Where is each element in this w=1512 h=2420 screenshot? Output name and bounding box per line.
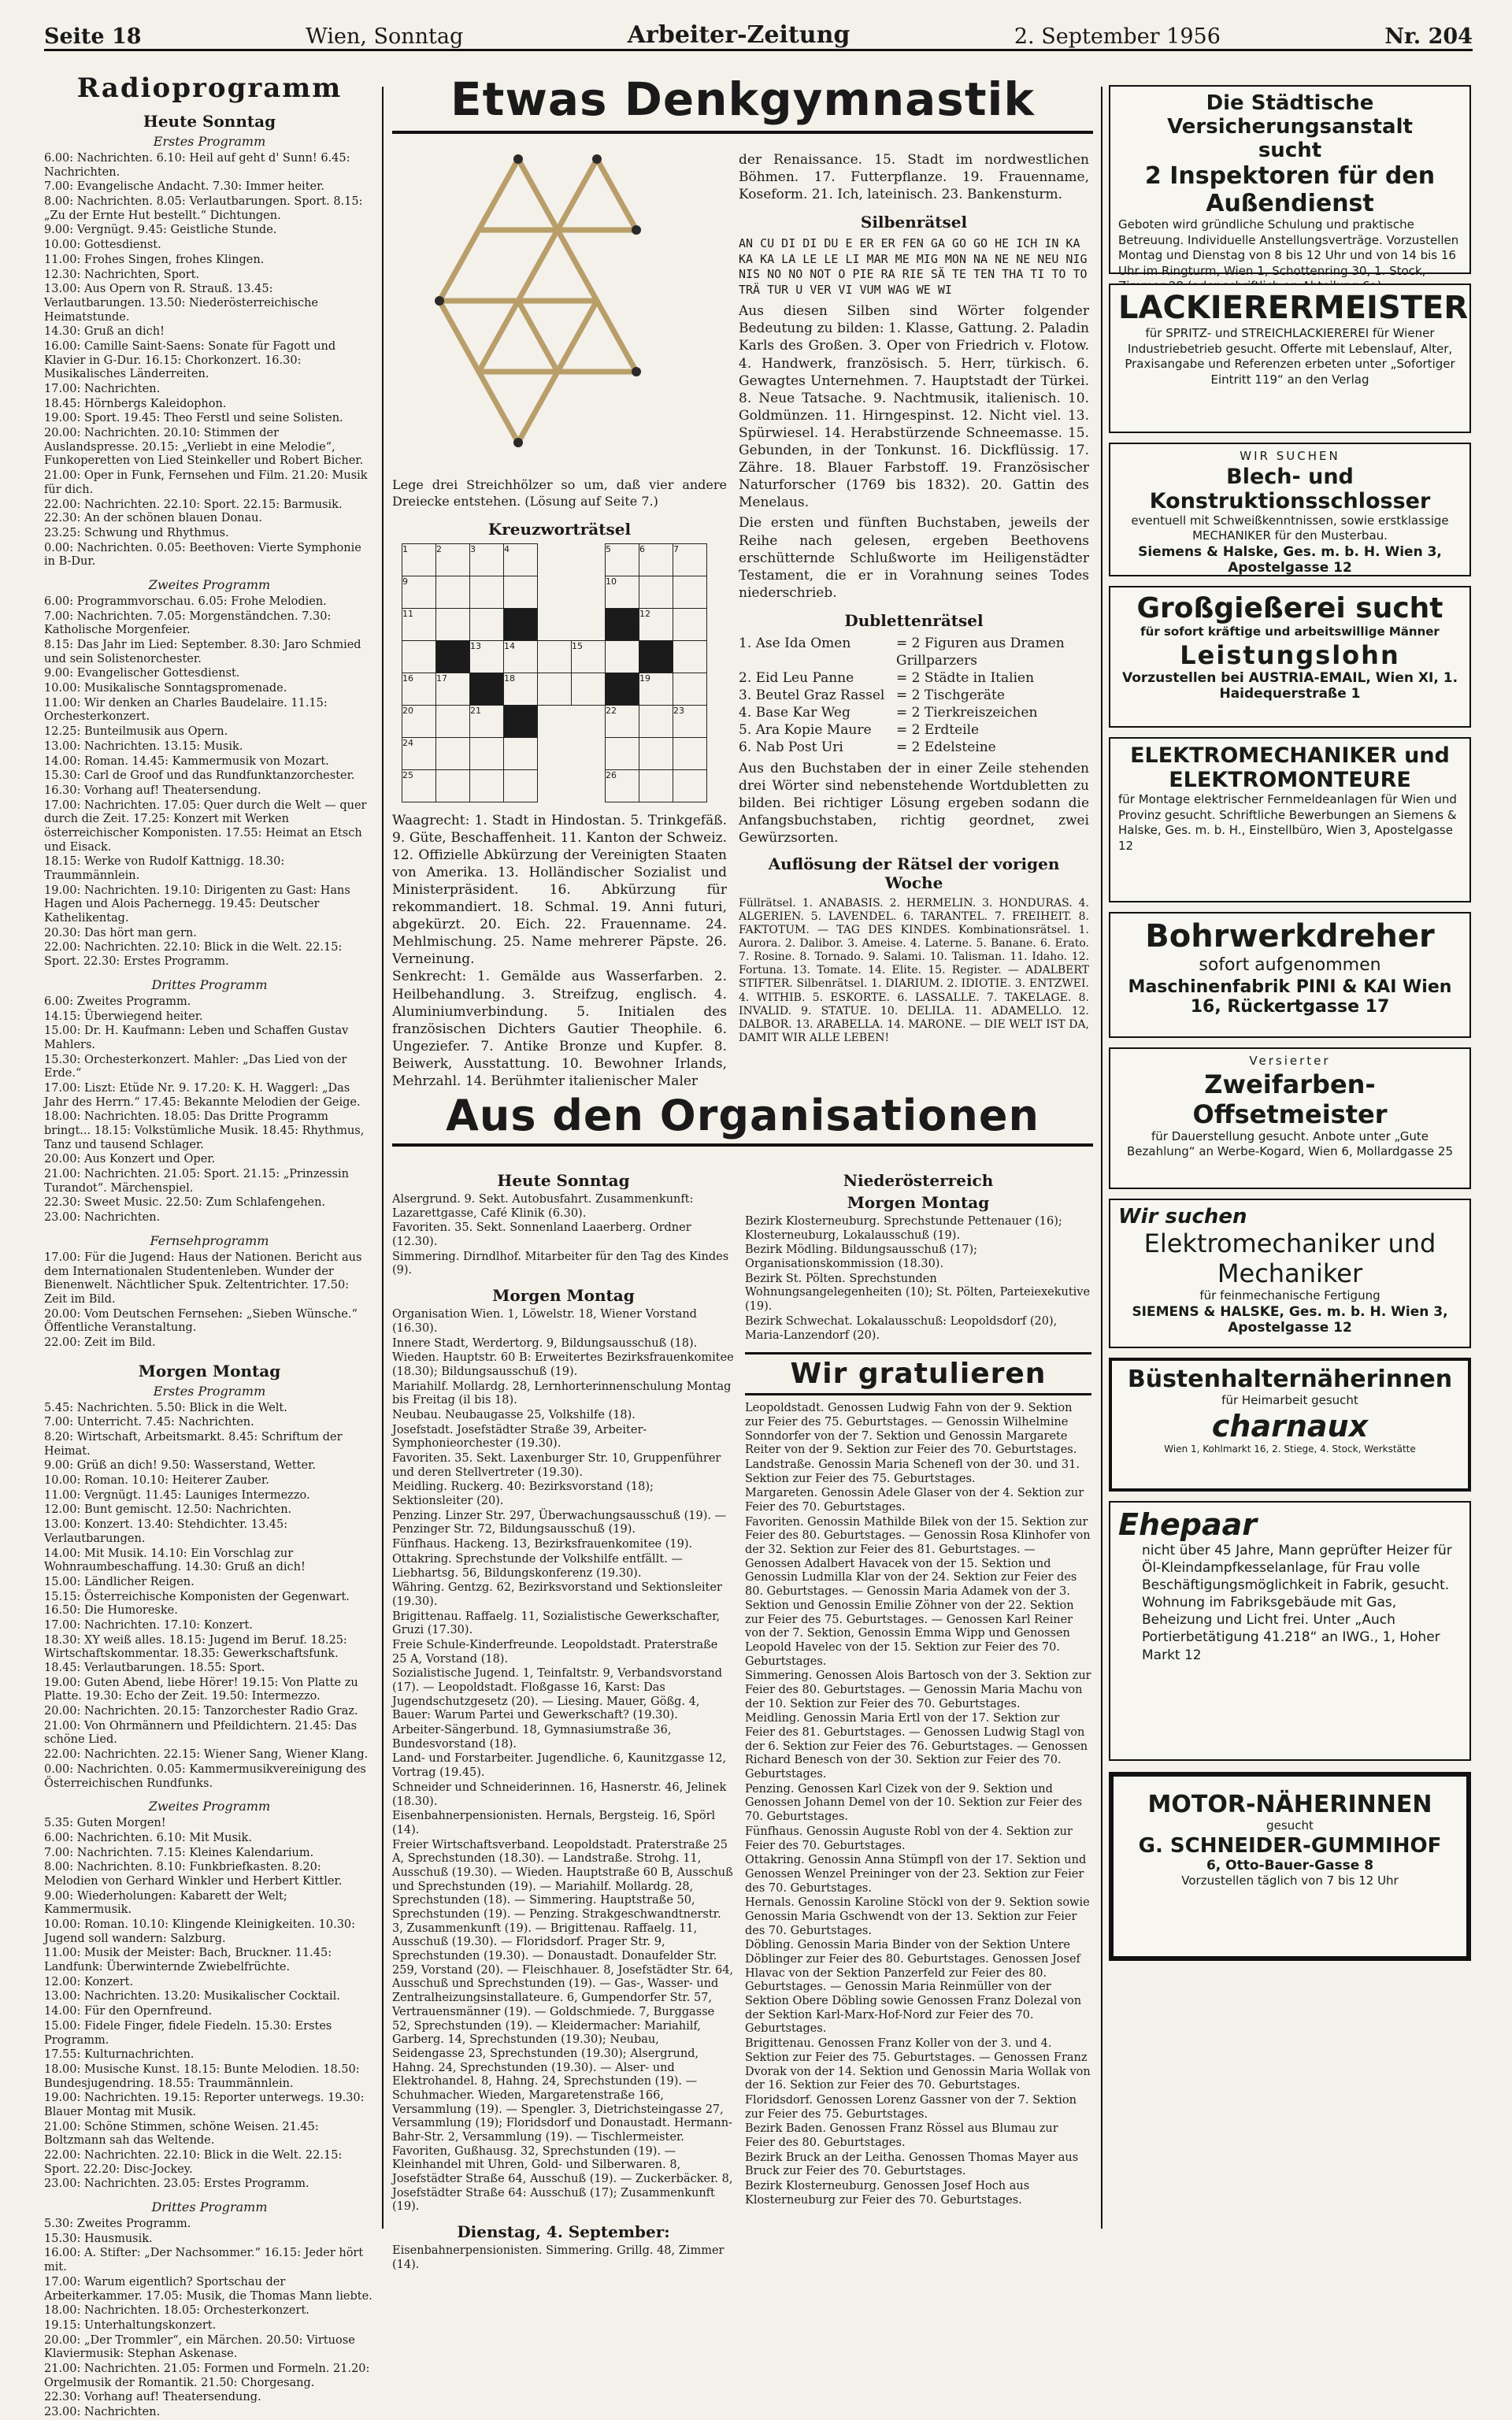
org-monday: Morgen Montag <box>492 1286 635 1306</box>
list-item: 14.00: Roman. 14.45: Kammermusik von Mozart. <box>44 754 329 768</box>
list-item: 9.00: Wiederholungen: Kabarett der Welt; Kammermusik. <box>44 1889 287 1917</box>
list-item: 8.15: Das Jahr im Lied: September. 8.30: Jaro Schmied und sein Solistenorchester. <box>44 639 361 665</box>
list-item: 15.30: Orchesterkonzert. Mahler: „Das Lied von der Erde.“ <box>44 1053 347 1080</box>
doublet-words: 1. Ase Ida Omen <box>739 635 851 651</box>
list-item: 12.30: Nachrichten, Sport. <box>44 268 200 281</box>
list-item: Eisenbahnerpensionisten. Hernals, Bergsteig. 16, Spörl (14). <box>392 1810 716 1836</box>
ad-subheadline: G. SCHNEIDER-GUMMIHOF <box>1138 1833 1442 1858</box>
list-item: Innere Stadt, Werdertorg. 9, Bildungsausschuß (18). <box>392 1336 698 1350</box>
radio-mon-program-2: Zweites Programm <box>148 1799 271 1814</box>
list-item: 5.30: Zweites Programm. <box>44 2218 191 2231</box>
list-item: Landstraße. Genossin Maria Schenefl von der 30. und 31. Sektion zur Feier des 75. Geburtstages. <box>745 1458 1080 1485</box>
column-rule <box>1101 87 1102 2229</box>
list-item: 13.00: Aus Opern von R. Strauß. 13.45: Verlautbarungen. 13.50: Niederösterreichische Heimatstunde. <box>44 283 318 324</box>
crossword-title: Kreuzworträtsel <box>487 519 632 539</box>
list-item: Leopoldstadt. Genossen Ludwig Fahn von der 9. Sektion zur Feier des 75. Geburtstages. — Genossin Wilhelmine Sonndorfer von der 7. Sektion und Genossin Margarete Reiter von der 9. Sektion zur Feier des 70. Geburtstages. <box>745 1402 1077 1457</box>
list-item: Fünfhaus. Genossin Auguste Robl von der 4. Sektion zur Feier des 70. Geburtstages. <box>745 1825 1073 1852</box>
column-rule <box>382 87 384 2229</box>
list-item: Meidling. Ruckerg. 40: Bezirksvorstand (18); Sektionsleiter (20). <box>392 1481 654 1508</box>
ad-text: sofort aufgenommen <box>1199 955 1381 975</box>
list-item: 17.55: Kulturnachrichten. <box>44 2048 195 2062</box>
noe-title: Niederösterreich <box>843 1171 994 1190</box>
radio-program-3: Drittes Programm <box>151 977 268 992</box>
list-item: 7.00: Nachrichten. 7.15: Kleines Kalendarium. <box>44 1846 314 1859</box>
ad-brand: charnaux <box>1211 1408 1369 1443</box>
list-item: 20.30: Das hört man gern. <box>44 926 197 939</box>
list-item: 21.00: Schöne Stimmen, schöne Weisen. 21.45: Boltzmann sah das Weltende. <box>44 2120 319 2148</box>
list-item: 20.00: Aus Konzert und Oper. <box>44 1153 216 1166</box>
ad-text: gesucht <box>1266 1818 1314 1833</box>
ad-headline: LACKIERERMEISTER <box>1118 290 1469 326</box>
puzzle-right-column <box>739 151 1089 1045</box>
ad-schlosser <box>1109 443 1471 576</box>
radio-tomorrow: Morgen Montag <box>138 1361 281 1380</box>
doublet-words: 5. Ara Kopie Maure <box>739 722 872 739</box>
list-item: 0.00: Nachrichten. 0.05: Kammermusikvereinigung des Österreichischen Rundfunks. <box>44 1762 366 1790</box>
list-item: 15.15: Österreichische Komponisten der Gegenwart. 16.50: Die Humoreske. <box>44 1590 350 1618</box>
ad-text: für Montage elektrischer Fernmeldeanlagen für Wien und Provinz gesucht. Schriftliche Bewerbungen an Siemens & Halske, Ges. m. b. H., Einstellbüro, Wien 3, Apostelgasse 12 <box>1118 792 1457 853</box>
ad-headline: ELEKTROMECHANIKER und ELEKTROMONTEURE <box>1130 743 1450 792</box>
doublet-instructions: Aus den Buchstaben der in einer Zeile stehenden drei Wörter sind nebenstehende Wortdubletten zu bilden. Bei richtiger Lösung ergeben sodann die Anfangsbuchstaben, richtig geordnet, zwei Gewürzsorten. <box>739 760 1089 846</box>
ad-versicherung <box>1109 85 1471 278</box>
silben-syllables: AN CU DI DI DU E ER ER FEN GA GO GO HE ICH IN KA KA KA LA LE LE LI MAR ME MIG MON NA NE NE NEU NIG NIS NO NO NOT O PIE RA RIE SÄ TE TEN THA TI TO TO TRÄ TUR U VER VI VUM WAG WE WI <box>739 236 1088 297</box>
list-item: 15.30: Carl de Groof und das Rundfunktanzorchester. <box>44 769 355 783</box>
noe-list <box>745 1215 1091 1343</box>
list-item: 5.35: Guten Morgen! <box>44 1817 166 1830</box>
list-item: Ottakring. Sprechstunde der Volkshilfe entfällt. — Liebhartsg. 56, Bildungskonferenz (19.30). <box>392 1552 683 1580</box>
list-item: Währing. Gentzg. 62, Bezirksvorstand und Sektionsleiter (19.30). <box>392 1581 722 1608</box>
ad-elektromechaniker <box>1109 737 1471 902</box>
list-item: 17.00: Nachrichten. <box>44 383 161 395</box>
list-item: 15.30: Hausmusik. <box>44 2232 153 2245</box>
list-item: Margareten. Genossin Adele Glaser von der 4. Sektion zur Feier des 70. Geburtstages. <box>745 1487 1084 1514</box>
doublet-row <box>739 739 1089 756</box>
doublet-answer-hint: = 2 Tischgeräte <box>896 687 1005 704</box>
list-item: Simmering. Genossen Alois Bartosch von der 3. Sektion zur Feier des 80. Geburtstages. — Genossin Maria Machu von der 10. Sektion zur Feier des 70. Geburtstages. <box>745 1670 1091 1710</box>
list-item: 23.25: Schwung und Rhythmus. <box>44 526 229 539</box>
list-item: Brigittenau. Genossen Franz Koller von der 3. und 4. Sektion zur Feier des 75. Geburtstages. — Genossen Franz Dvorak von der 14. Sektion und Genossin Maria Wollak von der 16. Sektion zur Feier des 70. Geburtstages. <box>745 2037 1091 2092</box>
ad-offsetmeister <box>1109 1047 1471 1189</box>
list-item: 19.00: Guten Abend, liebe Hörer! 19.15: Von Platte zu Platte. 19.30: Echo der Zeit. 19.50: Intermezzo. <box>44 1676 358 1703</box>
list-item: 12.00: Bunt gemischt. 12.50: Nachrichten. <box>44 1503 292 1517</box>
puzzle-left-column <box>392 143 727 1090</box>
ad-headline: Wir suchen <box>1118 1205 1247 1229</box>
ad-address: Vorzustellen bei AUSTRIA-EMAIL, Wien XI, 1. Haidequerstraße 1 <box>1121 669 1458 702</box>
list-item: Döbling. Genossin Maria Binder von der Sektion Untere Döblinger zur Feier des 80. Geburtstages. Genossen Josef Hlavac von der Sektion Panzerfeld zur Feier des 80. Geburtstages. — Genossin Maria Reinmüller von der Sektion Obere Döbling sowie Genossen Franz Dolezal von der Sektion Karl-Marx-Hof-Nord zur Feier des 70. Geburtstages. <box>745 1939 1082 2036</box>
radio-mon-list-2 <box>44 1817 375 2192</box>
radio-program-1: Erstes Programm <box>153 134 266 149</box>
list-item: 21.00: Nachrichten. 21.05: Sport. 21.15: „Prinzessin Turandot“. Märchenspiel. <box>44 1168 349 1195</box>
list-item: 15.00: Dr. H. Kaufmann: Leben und Schaffen Gustav Mahlers. <box>44 1025 349 1051</box>
ad-siemens <box>1109 1199 1471 1348</box>
list-item: 17.00: Warum eigentlich? Sportschau der Arbeiterkammer. 17.05: Musik, die Thomas Mann liebte. <box>44 2275 372 2303</box>
list-item: 13.00: Nachrichten. 13.15: Musik. <box>44 739 243 753</box>
crossword-down-continued: der Renaissance. 15. Stadt im nordwestlichen Böhmen. 17. Futterpflanze. 19. Frauenname, Koseform. 21. Ich, lateinisch. 23. Bankensturm. <box>739 152 1089 203</box>
list-item: 8.00: Nachrichten. 8.05: Verlautbarungen. Sport. 8.15: „Zu der Ernte Hut bestellt.“ Dichtungen. <box>44 195 363 222</box>
doublet-row <box>739 687 1089 704</box>
list-item: Sozialistische Jugend. 1, Teinfaltstr. 9, Verbandsvorstand (17). — Leopoldstadt. Floßgasse 16, Karst: Das Jugendschutzgesetz (20). — Liesing. Mauer, Gößg. 4, Bauer: Warum Partei und Gewerkschaft? (19.30). <box>392 1667 723 1722</box>
doublet-row <box>739 635 1089 669</box>
ad-text: nicht über 45 Jahre, Mann geprüfter Heizer für Öl-Kleindampfkesselanlage, für Frau volle Beschäftigungsmöglichkeit in Fabrik, gesucht. Wohnung im Fabriksgebäude mit Gas, Beheizung und Licht frei. Unter „Auch Portierbetätigung 41.218“ an IWG., 1, Hoher Markt 12 <box>1142 1543 1452 1663</box>
list-item: 22.30: Sweet Music. 22.50: Zum Schlafengehen. <box>44 1196 326 1210</box>
list-item: 17.00: Liszt: Etüde Nr. 9. 17.20: K. H. Waggerl: „Das Jahr des Herrn.“ 17.45: Bekannte Melodien der Geige. <box>44 1081 361 1109</box>
list-item: 10.00: Roman. 10.10: Klingende Kleinigkeiten. 10.30: Jugend soll wandern: Salzburg. <box>44 1918 356 1945</box>
list-item: Favoriten. 35. Sekt. Sonnenland Laaerberg. Ordner (12.30). <box>392 1221 691 1249</box>
list-item: 15.00: Fidele Finger, fidele Fiedeln. 15.30: Erstes Programm. <box>44 2019 332 2047</box>
list-item: Eisenbahnerpensionisten. Simmering. Grillg. 48, Zimmer (14). <box>392 2244 724 2271</box>
doublet-row <box>739 704 1089 721</box>
list-item: Bezirk Schwechat. Lokalausschuß: Leopoldsdorf (20), Maria-Lanzendorf (20). <box>745 1314 1058 1342</box>
ad-subheadline: Leistungslohn <box>1180 639 1400 670</box>
radio-list-1 <box>44 152 375 569</box>
org-tuesday: Dienstag, 4. September: <box>457 2222 670 2242</box>
list-item: 18.00: Nachrichten. 18.05: Das Dritte Programm bringt... 18.15: Volkstümliche Musik. 18.45: Rhythmus, Tanz und tausend Schlager. <box>44 1110 365 1151</box>
ad-headline: Büstenhalternäherinnen <box>1127 1366 1453 1393</box>
list-item: Simmering. Dirndlhof. Mitarbeiter für den Tag des Kindes (9). <box>392 1250 729 1277</box>
list-item: 23.00: Nachrichten. 23.05: Erstes Programm. <box>44 2177 309 2191</box>
list-item: Meidling. Genossin Maria Ertl von der 17. Sektion zur Feier des 81. Geburtstages. — Genossen Ludwig Stagl von der 6. Sektion zur Feier des 76. Geburtstages. — Genossen Richard Benesch von der 30. Sektion zur Feier des 70. Geburtstages. <box>745 1712 1088 1781</box>
crossword-grid: 1 2 3 4 5 6 7 9 10 11 12 13 14 15 16 17 18 19 20 21 22 23 24 25 26 <box>402 543 707 802</box>
header-issue: Nr. 204 <box>1384 24 1473 49</box>
list-item: Bezirk Klosterneuburg. Sprechstunde Pettenauer (16); Klosterneuburg, Lokalausschuß (19). <box>745 1215 1062 1242</box>
list-item: Freier Wirtschaftsverband. Leopoldstadt. Praterstraße 25 A, Sprechstunden (18.30). — Landstraße. Strohg. 11, Ausschuß (19.30). — Wieden. Hauptstraße 60 B, Ausschuß und Sprechstunden (19). — Mariahilf. Mollardg. 28, Sprechstunden (18). — Simmering. Hauptstraße 50, Sprechstunden (19). — Penzing. Strakgeschwandtnerstr. 3, Zusammenkunft (19). — Brigittenau. Raffaelg. 11, Ausschuß (19.30). — Floridsdorf. Prager Str. 9, Sprechstunden (19.30). — Donaustadt. Donaufelder Str. 259, Vorstand (20). — Fleischhauer. 8, Josefstädter Str. 64, Ausschuß und Sprechstunden (19). — Gas-, Wasser- und Zentralheizungsinstallateure. 6, Gumpendorfer Str. 57, Vertrauensmänner (19). — Goldschmiede. 7, Burggasse 52, Sprechstunden (19). — Kleidermacher: Mariahilf, Garberg. 14, Sprechstunden (19.30); Neubau, Seidengasse 23, Sprechstunden (19.30); Alsergrund, Hahng. 24, Sprechstunden (19.30). — Alser- und Elektrohandel. 8, Hahng. 24, Sprechstunden (19). — Schuhmacher. Wieden, Margaretenstraße 166, Versammlung (19). — Spengler. 3, Dietrichsteingasse 27, Versammlung (19); Floridsdorf und Donaustadt. Hermann-Bahr-Str. 2, Versammlung (19). — Tischlermeister. Favoriten, Gußhausg. 32, Sprechstunden (19). — Kleinhandel mit Uhren, Gold- und Silberwaren. 8, Josefstädter Straße 64, Ausschuß (19). — Zuckerbäcker. 8, Josefstädter Straße 64: Ausschuß (17); Zusammenkunft (19). <box>392 1838 734 2214</box>
list-item: 19.00: Sport. 19.45: Theo Ferstl und seine Solisten. <box>44 412 343 425</box>
silben-clues: Aus diesen Silben sind Wörter folgender Bedeutung zu bilden: 1. Klasse, Gattung. 2. Paladin Karls des Großen. 3. Oper von Friedrich v. Flotow. 4. Handwerk, französisch. 5. Herr, türkisch. 6. Gewagtes Unternehmen. 7. Hauptstadt der Türkei. 8. Neue Tatsache. 9. Nachtmusik, italienisch. 10. Goldmünzen. 11. Hirngespinst. 12. Nicht viel. 13. Spürwiesel. 14. Herabstürzende Schneemasse. 15. Gebunden, in der Tonkunst. 16. Dickflüssig. 17. Zähre. 18. Blauer Farbstoff. 19. Französischer Naturforscher (1769 bis 1832). 20. Gattin des Menelaus. <box>739 303 1089 511</box>
crossword-across: Waagrecht: 1. Stadt in Hindostan. 5. Trinkgefäß. 9. Güte, Beschaffenheit. 11. Kanton der Schweiz. 12. Offizielle Abkürzung der Vereinigten Staaten von Amerika. 13. Holländischer Sozialist und Ministerpräsident. 16. Abkürzung für rekommandiert. 18. Schmal. 19. Anni futuri, abgekürzt. 20. Eich. 22. Frauenname. 24. Mehlmischung. 25. Name mehrerer Päpste. 26. Verneinung. <box>392 812 727 968</box>
list-item: 17.00: Für die Jugend: Haus der Nationen. Bericht aus dem Internationalen Studentenleben. Wunder der Bienenwelt. Nächtlicher Spuk. Zeltentrichter. 17.50: Zeit im Bild. <box>44 1251 362 1306</box>
page-header <box>44 14 1473 51</box>
header-date: 2. September 1956 <box>1014 24 1221 49</box>
doublet-words: 6. Nab Post Uri <box>739 739 843 756</box>
list-item: 15.00: Ländlicher Reigen. <box>44 1575 195 1588</box>
noe-monday: Morgen Montag <box>847 1193 990 1212</box>
list-item: 21.00: Nachrichten. 21.05: Formen und Formeln. 21.20: Orgelmusik der Romantik. 21.50: Chorgesang. <box>44 2362 370 2389</box>
ad-address: 6, Otto-Bauer-Gasse 8 <box>1206 1857 1374 1873</box>
doublet-words: 3. Beutel Graz Rassel <box>739 687 885 704</box>
list-item: 19.00: Nachrichten. 19.15: Reporter unterwegs. 19.30: Blauer Montag mit Musik. <box>44 2092 365 2118</box>
list-item: 17.00: Nachrichten. 17.05: Quer durch die Welt — quer durch die Zeit. 17.25: Konzert mit Werken österreichischer Komponisten. 17.55: Heimat an Etsch und Eisack. <box>44 799 367 854</box>
list-item: 6.00: Programmvorschau. 6.05: Frohe Melodien. <box>44 595 327 608</box>
ad-subheadline: Elektromechaniker und Mechaniker <box>1143 1229 1436 1288</box>
list-item: 22.00: Zeit im Bild. <box>44 1336 156 1349</box>
ad-address: Siemens & Halske, Ges. m. b. H. Wien 3, Apostelgasse 12 <box>1138 543 1442 576</box>
list-item: Wieden. Hauptstr. 60 B: Erweitertes Bezirksfrauenkomitee (18.30); Bildungsausschuß (19). <box>392 1351 734 1378</box>
list-item: Josefstadt. Josefstädter Straße 39, Arbeiter-Symphonieorchester (19.30). <box>392 1423 647 1451</box>
ad-headline: Versierter <box>1249 1054 1331 1068</box>
list-item: 20.00: Vom Deutschen Fernsehen: „Sieben Wünsche.“ Öffentliche Veranstaltung. <box>44 1307 358 1335</box>
list-item: 21.00: Oper in Funk, Fernsehen und Film. 21.20: Musik für dich. <box>44 469 368 496</box>
radio-mon-program-1: Erstes Programm <box>153 1383 266 1399</box>
doublet-words: 4. Base Kar Weg <box>739 705 850 721</box>
list-item: 14.15: Überwiegend heiter. <box>44 1010 203 1023</box>
org-today: Heute Sonntag <box>497 1171 630 1190</box>
list-item: 22.00: Nachrichten. 22.10: Blick in die Welt. 22.15: Sport. 22.30: Erstes Programm. <box>44 941 343 969</box>
solution-text: Füllrätsel. 1. ANABASIS. 2. HERMELIN. 3. HONDURAS. 4. ALGERIEN. 5. LAVENDEL. 6. TARANTEL. 7. FREIHEIT. 8. FAKTOTUM. — TAG DES KINDES. Kombinationsrätsel. 1. Aurora. 2. Dalibor. 3. Ameise. 4. Laterne. 5. Banane. 6. Erato. 7. Rosine. 8. Tornado. 9. Salami. 10. Talisman. 11. Idaho. 12. Fortuna. 13. Tomate. 14. Elite. 15. Register. — ADALBERT STIFTER. Silbenrätsel. 1. DIARIUM. 2. IDIOTIE. 3. ENTZWEI. 4. WITHIB. 5. ESKORTE. 6. LASSALLE. 7. TAKELAGE. 8. INVALID. 9. STATUE. 10. DELILA. 11. ADAMELLO. 12. DALBOR. 13. ARABELLA. 14. MARONE. — DIE WELT IST DA, DAMIT WIR ALLE LEBEN! <box>739 897 1089 1044</box>
doublet-answer-hint: = 2 Tierkreiszeichen <box>896 705 1038 721</box>
ad-motor-naeherinnen <box>1109 1772 1471 1961</box>
list-item: 12.25: Bunteilmusik aus Opern. <box>44 725 228 739</box>
puzzle-section <box>392 72 1093 1088</box>
ad-headline: Großgießerei sucht <box>1136 592 1443 624</box>
list-item: 6.00: Nachrichten. 6.10: Heil auf geht d' Sunn! 6.45: Nachrichten. <box>44 152 350 179</box>
list-item: 18.00: Nachrichten. 18.05: Orchesterkonzert. <box>44 2304 309 2318</box>
radio-list-2 <box>44 595 375 969</box>
list-item: 14.00: Mit Musik. 14.10: Ein Vorschlag zur Wohnraumbeschaffung. 14.30: Gruß an dich! <box>44 1547 306 1574</box>
ad-headline: WIR SUCHEN <box>1240 449 1340 463</box>
doublet-words: 2. Eid Leu Panne <box>739 670 854 687</box>
list-item: Bezirk Bruck an der Leitha. Genossen Thomas Mayer aus Bruck zur Feier des 70. Geburtstages. <box>745 2151 1079 2178</box>
ad-text: eventuell mit Schweißkenntnissen, sowie erstklassige MECHANIKER für den Musterbau. <box>1131 513 1449 543</box>
list-item: 22.00: Nachrichten. 22.10: Blick in die Welt. 22.15: Sport. 22.20: Disc-Jockey. <box>44 2149 343 2176</box>
list-item: Hernals. Genossin Karoline Stöckl von der 9. Sektion sowie Genossin Maria Gschwendt von der 13. Sektion zur Feier des 70. Geburtstages. <box>745 1896 1090 1937</box>
list-item: 23.00: Nachrichten. <box>44 2406 161 2418</box>
list-item: 10.00: Gottesdienst. <box>44 239 161 252</box>
list-item: Arbeiter-Sängerbund. 18, Gymnasiumstraße 36, Bundesvorstand (18). <box>392 1724 672 1751</box>
ad-address: Maschinenfabrik PINI & KAI Wien 16, Rückertgasse 17 <box>1128 977 1452 1017</box>
list-item: 13.00: Nachrichten. 13.20: Musikalischer Cocktail. <box>44 1990 340 2003</box>
org-today-list <box>392 1193 735 1278</box>
matchstick-figure <box>392 143 727 474</box>
radio-mon-list-3 <box>44 2218 375 2420</box>
ad-headline: Ehepaar <box>1118 1507 1258 1542</box>
ad-subheadline: Zweifarben-Offsetmeister <box>1192 1069 1388 1129</box>
list-item: Schneider und Schneiderinnen. 16, Hasnerstr. 46, Jelinek (18.30). <box>392 1781 727 1808</box>
list-item: 20.00: „Der Trommler“, ein Märchen. 20.50: Virtuose Klaviermusik: Stephan Askenase. <box>44 2333 355 2361</box>
list-item: 7.00: Unterricht. 7.45: Nachrichten. <box>44 1416 254 1429</box>
organisations-title: Aus den Organisationen <box>392 1091 1093 1147</box>
header-paper-title: Arbeiter-Zeitung <box>627 21 850 49</box>
list-item: Bezirk Klosterneuburg. Genossen Josef Hoch aus Klosterneuburg zur Feier des 70. Geburtstages. <box>745 2180 1030 2207</box>
doublet-answer-hint: = 2 Figuren aus Dramen Grillparzers <box>896 635 1065 669</box>
list-item: Favoriten. Genossin Mathilde Bilek von der 15. Sektion zur Feier des 80. Geburtstages. — Genossin Rosa Klinhofer von der 32. Sektion zur Feier des 81. Geburtstages. — Genossen Adalbert Havacek von der 15. Sektion und Genossin Ludmilla Klar von der 24. Sektion zur Feier des 80. Geburtstages. — Genossin Maria Adamek von der 3. Sektion und Genossin Emilie Zöhner von der 22. Sektion zur Feier des 75. Geburtstages. — Genossen Karl Reiner von der 7. Sektion, Genossin Emma Wipp und Genossen Leopold Havelec von der 15. Sektion zur Feier des 70. Geburtstages. <box>745 1515 1091 1668</box>
ad-text: für SPRITZ- und STREICHLACKIEREREI für Wiener Industriebetrieb gesucht. Offerte mit Lebenslauf, Alter, Praxisangabe und Referenzen erbeten unter „Sofortiger Eintritt 119“ an den Verlag <box>1125 326 1455 387</box>
list-item: Alsergrund. 9. Sekt. Autobusfahrt. Zusammenkunft: Lazarettgasse, Café Klinik (6.30). <box>392 1193 694 1220</box>
list-item: 14.00: Für den Opernfreund. <box>44 2005 213 2018</box>
list-item: 6.00: Nachrichten. 6.10: Mit Musik. <box>44 1831 252 1844</box>
list-item: 21.00: Von Ohrmännern und Pfeildichtern. 21.45: Das schöne Lied. <box>44 1719 358 1747</box>
ad-address: Wien 1, Kohlmarkt 16, 2. Stiege, 4. Stock, Werkstätte <box>1164 1443 1416 1455</box>
puzzle-title: Etwas Denkgymnastik <box>392 72 1093 134</box>
list-item: 22.00: Nachrichten. 22.10: Sport. 22.15: Barmusik. 22.30: An der schönen blauen Donau. <box>44 498 343 525</box>
list-item: Bezirk Baden. Genossen Franz Rössel aus Blumau zur Feier des 80. Geburtstages. <box>745 2122 1058 2149</box>
list-item: 19.15: Unterhaltungskonzert. <box>44 2318 217 2332</box>
list-item: 20.00: Nachrichten. 20.10: Stimmen der Auslandspresse. 20.15: „Verliebt in eine Melodie“, Funkoperetten von Lied Steinkeller und Robert Bicher. <box>44 427 364 468</box>
list-item: 10.00: Roman. 10.10: Heiterer Zauber. <box>44 1474 269 1488</box>
ad-text: für Heimarbeit gesucht <box>1221 1393 1358 1407</box>
list-item: 17.00: Nachrichten. 17.10: Konzert. <box>44 1618 253 1632</box>
ad-headline: MOTOR-NÄHERINNEN <box>1147 1791 1432 1818</box>
ad-headline: Die Städtische Versicherungsanstalt <box>1167 91 1413 139</box>
list-item: 13.00: Konzert. 13.40: Stehdichter. 13.45: Verlautbarungen. <box>44 1518 288 1545</box>
list-item: Brigittenau. Raffaelg. 11, Sozialistische Gewerkschafter, Gruzi (17.30). <box>392 1610 721 1637</box>
doublet-answer-hint: = 2 Edelsteine <box>896 739 996 756</box>
list-item: 20.00: Nachrichten. 20.15: Tanzorchester Radio Graz. <box>44 1705 358 1718</box>
tv-program-title: Fernsehprogramm <box>150 1232 269 1248</box>
radio-column <box>44 72 375 2418</box>
list-item: Penzing. Genossen Karl Cizek von der 9. Sektion und Genossen Johann Demel von der 10. Sektion zur Feier des 70. Geburtstages. <box>745 1782 1083 1824</box>
list-item: 9.00: Grüß an dich! 9.50: Wasserstand, Wetter. <box>44 1459 317 1473</box>
org-right-column <box>745 1163 1091 2208</box>
ad-lackierermeister <box>1109 284 1471 433</box>
list-item: Mariahilf. Mollardg. 28, Lernhorterinnenschulung Montag bis Freitag (il bis 18). <box>392 1380 732 1407</box>
silben-instructions: Die ersten und fünften Buchstaben, jeweils der Reihe nach gelesen, ergeben Beethovens erschütternde Schlußworte im Heiligenstädter Testament, die er in Vorahnung seines Todes niederschrieb. <box>739 515 1089 601</box>
list-item: 16.00: A. Stifter: „Der Nachsommer.“ 16.15: Jeder hört mit. <box>44 2247 364 2274</box>
list-item: 11.00: Frohes Singen, frohes Klingen. <box>44 253 265 266</box>
matchstick-caption: Lege drei Streichhölzer so um, daß vier andere Dreiecke entstehen. (Lösung auf Seite 7.) <box>392 477 727 509</box>
list-item: 6.00: Zweites Programm. <box>44 995 191 1008</box>
ad-text: Geboten wird gründliche Schulung und praktische Betreuung. Individuelle Anstellungsverträge. Vorzustellen Montag und Dienstag von 8 bis 12 Uhr und von 14 bis 16 Uhr im Ringturm, Wien 1, Schottenring 30, 1. Stock, <box>1118 217 1459 278</box>
list-item: 22.30: Vorhang auf! Theatersendung. <box>44 2391 261 2404</box>
radio-mon-program-3: Drittes Programm <box>151 2199 268 2215</box>
ad-subheadline: Blech- und Konstruktionsschlosser <box>1149 464 1431 513</box>
crossword-down: Senkrecht: 1. Gemälde aus Wasserfarben. 2. Heilbehandlung. 3. Streifzug, englisch. 4. Aluminiumverbindung. 5. Initialen des französischen Dichters Gautier Theophile. 6. Ungeziefer. 7. Antike Bronze und Kupfer. 8. Beiwerk, Ausstattung. 10. Bewohner Irlands, Mehrzahl. 14. Berühmter italienischer Maler <box>392 969 727 1089</box>
ad-headline: Bohrwerkdreher <box>1145 918 1435 954</box>
list-item: Fünfhaus. Hackeng. 13, Bezirksfrauenkomitee (19). <box>392 1538 693 1551</box>
radio-today: Heute Sonntag <box>143 112 276 131</box>
gratulation-list <box>745 1402 1091 2207</box>
list-item: Favoriten. 35. Sekt. Laxenburger Str. 10, Gruppenführer und deren Stellvertreter (19.30). <box>392 1452 721 1479</box>
ad-charnaux <box>1109 1358 1471 1492</box>
list-item: 11.00: Vergnügt. 11.45: Launiges Intermezzo. <box>44 1488 310 1502</box>
doublet-row <box>739 721 1089 739</box>
list-item: Ottakring. Genossin Anna Stümpfl von der 17. Sektion und Genossen Wenzel Preininger von der 23. Sektion zur Feier des 70. Geburtstages. <box>745 1854 1087 1895</box>
list-item: 18.45: Hörnbergs Kaleidophon. <box>44 397 227 410</box>
ad-text: für feinmechanische Fertigung <box>1199 1288 1380 1303</box>
list-item: Floridsdorf. Genossen Lorenz Gassner von der 7. Sektion zur Feier des 75. Geburtstages. <box>745 2093 1077 2121</box>
list-item: 19.00: Nachrichten. 19.10: Dirigenten zu Gast: Hans Hagen und Alois Pachernegg. 19.45: Deutscher Kathelikentag. <box>44 884 350 925</box>
list-item: 16.30: Vorhang auf! Theatersendung. <box>44 784 261 797</box>
header-city-day: Wien, Sonntag <box>306 24 464 49</box>
list-item: 22.00: Nachrichten. 22.15: Wiener Sang, Wiener Klang. <box>44 1748 369 1762</box>
list-item: 7.00: Evangelische Andacht. 7.30: Immer heiter. <box>44 180 325 194</box>
ad-text: für Dauerstellung gesucht. Anbote unter „Gute Bezahlung“ an Werbe-Kogard, Wien 6, Mollardgasse 25 <box>1126 1128 1453 1158</box>
list-item: Bezirk Mödling. Bildungsausschuß (17); Organisationskommission (18.30). <box>745 1243 978 1271</box>
list-item: 5.45: Nachrichten. 5.50: Blick in die Welt. <box>44 1401 287 1414</box>
gratulation-title: Wir gratulieren <box>745 1352 1091 1395</box>
list-item: 18.30: XY weiß alles. 18.15: Jugend im Beruf. 18.25: Wirtschaftskommentar. 18.35: Gewerkschaftsfunk. 18.45: Verlautbarungen. 18.55: Sport. <box>44 1633 347 1674</box>
page-number: Seite 18 <box>44 24 142 49</box>
ad-bohrwerkdreher <box>1109 912 1471 1038</box>
list-item: 8.20: Wirtschaft, Arbeitsmarkt. 8.45: Schriftum der Heimat. <box>44 1431 343 1458</box>
doublet-table <box>739 635 1089 757</box>
ad-grossgiesserei <box>1109 586 1471 728</box>
doublet-answer-hint: = 2 Städte in Italien <box>896 670 1035 687</box>
solution-title: Auflösung der Rätsel der vorigen Woche <box>768 854 1060 892</box>
list-item: Neubau. Neubaugasse 25, Volkshilfe (18). <box>392 1408 636 1421</box>
org-tuesday-list <box>392 2244 735 2272</box>
list-item: 11.00: Wir denken an Charles Baudelaire. 11.15: Orchesterkonzert. <box>44 696 328 724</box>
list-item: 16.00: Camille Saint-Saens: Sonate für Fagott und Klavier in G-Dur. 16.15: Chorkonzert. 16.30: Musikalisches Länderreiten. <box>44 339 336 381</box>
ad-headline-2: 2 Inspektoren für den Außendienst <box>1144 162 1436 217</box>
list-item: Freie Schule-Kinderfreunde. Leopoldstadt. Praterstraße 25 A, Vorstand (18). <box>392 1638 718 1666</box>
list-item: 7.00: Nachrichten. 7.05: Morgenständchen. 7.30: Katholische Morgenfeier. <box>44 610 332 637</box>
org-left-column <box>392 1163 735 2274</box>
ad-address: SIEMENS & HALSKE, Ges. m. b. H. Wien 3, Apostelgasse 12 <box>1132 1303 1448 1336</box>
radio-program-2: Zweites Programm <box>148 576 271 592</box>
list-item: 18.00: Musische Kunst. 18.15: Bunte Melodien. 18.50: Bundesjugendring. 18.55: Traummännlein. <box>44 2062 360 2090</box>
list-item: Land- und Forstarbeiter. Jugendliche. 6, Kaunitzgasse 12, Vortrag (19.45). <box>392 1752 727 1780</box>
doublet-title: Dublettenrätsel <box>844 610 984 630</box>
radio-mon-list-1 <box>44 1402 375 1792</box>
doublet-row <box>739 669 1089 687</box>
list-item: 9.00: Evangelischer Gottesdienst. <box>44 667 240 680</box>
list-item: 11.00: Musik der Meister: Bach, Bruckner. 11.45: Landfunk: Überwinternde Zwiebelfrüchte. <box>44 1947 332 1974</box>
organisations-section <box>392 1091 1093 2271</box>
ad-ehepaar <box>1109 1501 1471 1761</box>
ad-hours: Vorzustellen täglich von 7 bis 12 Uhr <box>1181 1873 1399 1888</box>
doublet-answer-hint: = 2 Erdteile <box>896 722 980 739</box>
list-item: 8.00: Nachrichten. 8.10: Funkbriefkasten. 8.20: Melodien von Gerhard Winkler und Herbert Kittler. <box>44 1861 343 1888</box>
silben-title: Silbenrätsel <box>860 213 968 232</box>
list-item: 12.00: Konzert. <box>44 1975 134 1988</box>
list-item: Penzing. Linzer Str. 297, Überwachungsausschuß (19). — Penzinger Str. 72, Bildungsausschuß (19). <box>392 1509 727 1536</box>
list-item: Organisation Wien. 1, Löwelstr. 18, Wiener Vorstand (16.30). <box>392 1308 697 1335</box>
ad-subheadline: sucht <box>1258 139 1322 162</box>
tv-list <box>44 1251 375 1351</box>
org-monday-list <box>392 1308 735 2214</box>
list-item: 9.00: Vergnügt. 9.45: Geistliche Stunde. <box>44 224 277 237</box>
radio-list-3 <box>44 995 375 1225</box>
radio-title: Radioprogramm <box>76 72 343 104</box>
list-item: 14.30: Gruß an dich! <box>44 325 165 339</box>
list-item: 10.00: Musikalische Sonntagspromenade. <box>44 682 287 695</box>
list-item: 0.00: Nachrichten. 0.05: Beethoven: Vierte Symphonie in B-Dur. <box>44 541 361 569</box>
list-item: 23.00: Nachrichten. <box>44 1211 161 1225</box>
ad-text: für sofort kräftige und arbeitswillige Männer <box>1140 624 1440 639</box>
list-item: Bezirk St. Pölten. Sprechstunden Wohnungsangelegenheiten (10); St. Pölten, Parteiexekutive (19). <box>745 1272 1091 1314</box>
list-item: 18.15: Werke von Rudolf Kattnigg. 18.30: Traummännlein. <box>44 855 285 882</box>
